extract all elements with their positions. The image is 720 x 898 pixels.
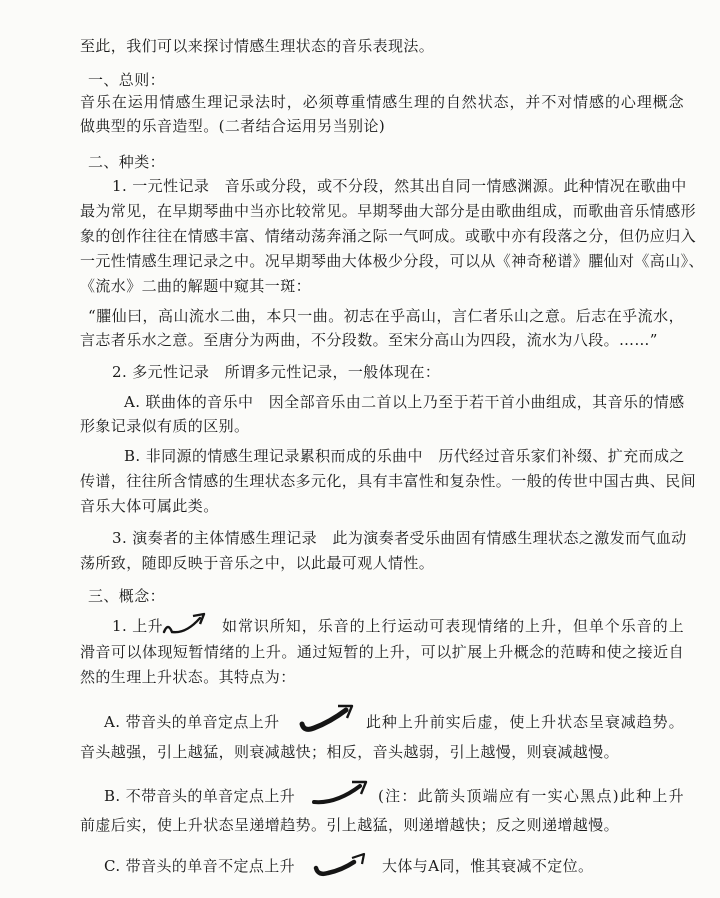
section-heading-general: 一、总则：	[88, 71, 166, 89]
paragraph-line: B. 非同源的情感生理记录累积而成的乐曲中 历代经过音乐家们补缀、扩充而成之	[124, 447, 685, 465]
paragraph-line: 1. 一元性记录 音乐或分段，或不分段，然其出自同一情感渊源。此种情况在歌曲中	[112, 177, 687, 195]
quote-line: “臞仙曰，高山流水二曲，本只一曲。初志在乎高山，言仁者乐山之意。后志在乎流水，	[88, 307, 684, 325]
paragraph-line: 形象记录似有质的区别。	[80, 417, 250, 435]
paragraph-line: 象的创作往往在情感丰富、情绪动荡奔涌之际一气呵成。或歌中亦有段落之分，但仍应归入	[80, 227, 697, 245]
paragraph-line: 音乐在运用情感生理记录法时，必须尊重情感生理的自然状态，并不对情感的心理概念	[80, 93, 684, 111]
paragraph-line: 3. 演奏者的主体情感生理记录 此为演奏者受乐曲固有情感生理状态之激发而气血动	[112, 529, 687, 547]
paragraph-line: 然的生理上升状态。其特点为：	[80, 668, 296, 686]
paragraph-line: 滑音可以体现短暂情绪的上升。通过短暂的上升，可以扩展上升概念的范畴和使之接近自	[80, 643, 684, 661]
paragraph-line: 音乐大体可属此类。	[80, 497, 219, 515]
paragraph-line: 一元性情感生理记录之中。况早期琴曲大体极少分段，可以从《神奇秘谱》臞仙对《高山》、	[80, 252, 704, 270]
concept-a-label: A. 带音头的单音定点上升	[104, 713, 280, 731]
headed-unfixed-rise-mark-icon	[312, 848, 374, 878]
quote-line: 言志者乐水之意。至唐分为两曲，不分段数。至宋分高山为四段，流水为八段。……”	[80, 331, 658, 349]
unheaded-fixed-rise-mark-icon	[310, 778, 372, 808]
concept-b-label: B. 不带音头的单音定点上升	[104, 787, 296, 805]
rising-glide-mark-icon	[160, 608, 212, 638]
paragraph-line: 1. 上升	[112, 617, 164, 635]
paragraph-line: 如常识所知，乐音的上行运动可表现情绪的上升，但单个乐音的上	[222, 617, 684, 635]
section-heading-types: 二、种类：	[88, 153, 166, 171]
paragraph-line: 音头越强，引上越猛，则衰减越快；相反，音头越弱，引上越慢，则衰减越慢。	[80, 743, 620, 761]
concept-c-label: C. 带音头的单音不定点上升	[104, 857, 296, 875]
paragraph-line: 荡所致，随即反映于音乐之中，以此最可观人情性。	[80, 554, 435, 572]
section-heading-concepts: 三、概念：	[88, 587, 166, 605]
paragraph-line: 此种上升前实后虚，使上升状态呈衰减趋势。	[366, 713, 684, 731]
paragraph-line: A. 联曲体的音乐中 因全部音乐由二首以上乃至于若干首小曲组成，其音乐的情感	[124, 393, 685, 411]
paragraph-line: (注：此箭头顶端应有一实心黑点)此种上升	[378, 787, 684, 805]
intro-line: 至此，我们可以来探讨情感生理状态的音乐表现法。	[80, 37, 435, 55]
paragraph-line: 2. 多元性记录 所谓多元性记录，一般体现在：	[112, 363, 441, 381]
paragraph-line: 大体与A同，惟其衰减不定位。	[382, 857, 594, 875]
paragraph-line: 《流水》二曲的解题中窥其一斑：	[80, 277, 312, 295]
headed-fixed-rise-mark-icon	[298, 702, 358, 734]
paragraph-line: 最为常见，在早期琴曲中当亦比较常见。早期琴曲大部分是由歌曲组成，而歌曲音乐情感形	[80, 202, 697, 220]
paragraph-line: 传谱，往往所含情感的生理状态多元化，具有丰富性和复杂性。一般的传世中国古典、民间	[80, 472, 697, 490]
paragraph-line: 前虚后实，使上升状态呈递增趋势。引上越猛，则递增越快；反之则递增越慢。	[80, 816, 620, 834]
paragraph-line: 做典型的乐音造型。(二者结合运用另当别论)	[80, 117, 386, 135]
